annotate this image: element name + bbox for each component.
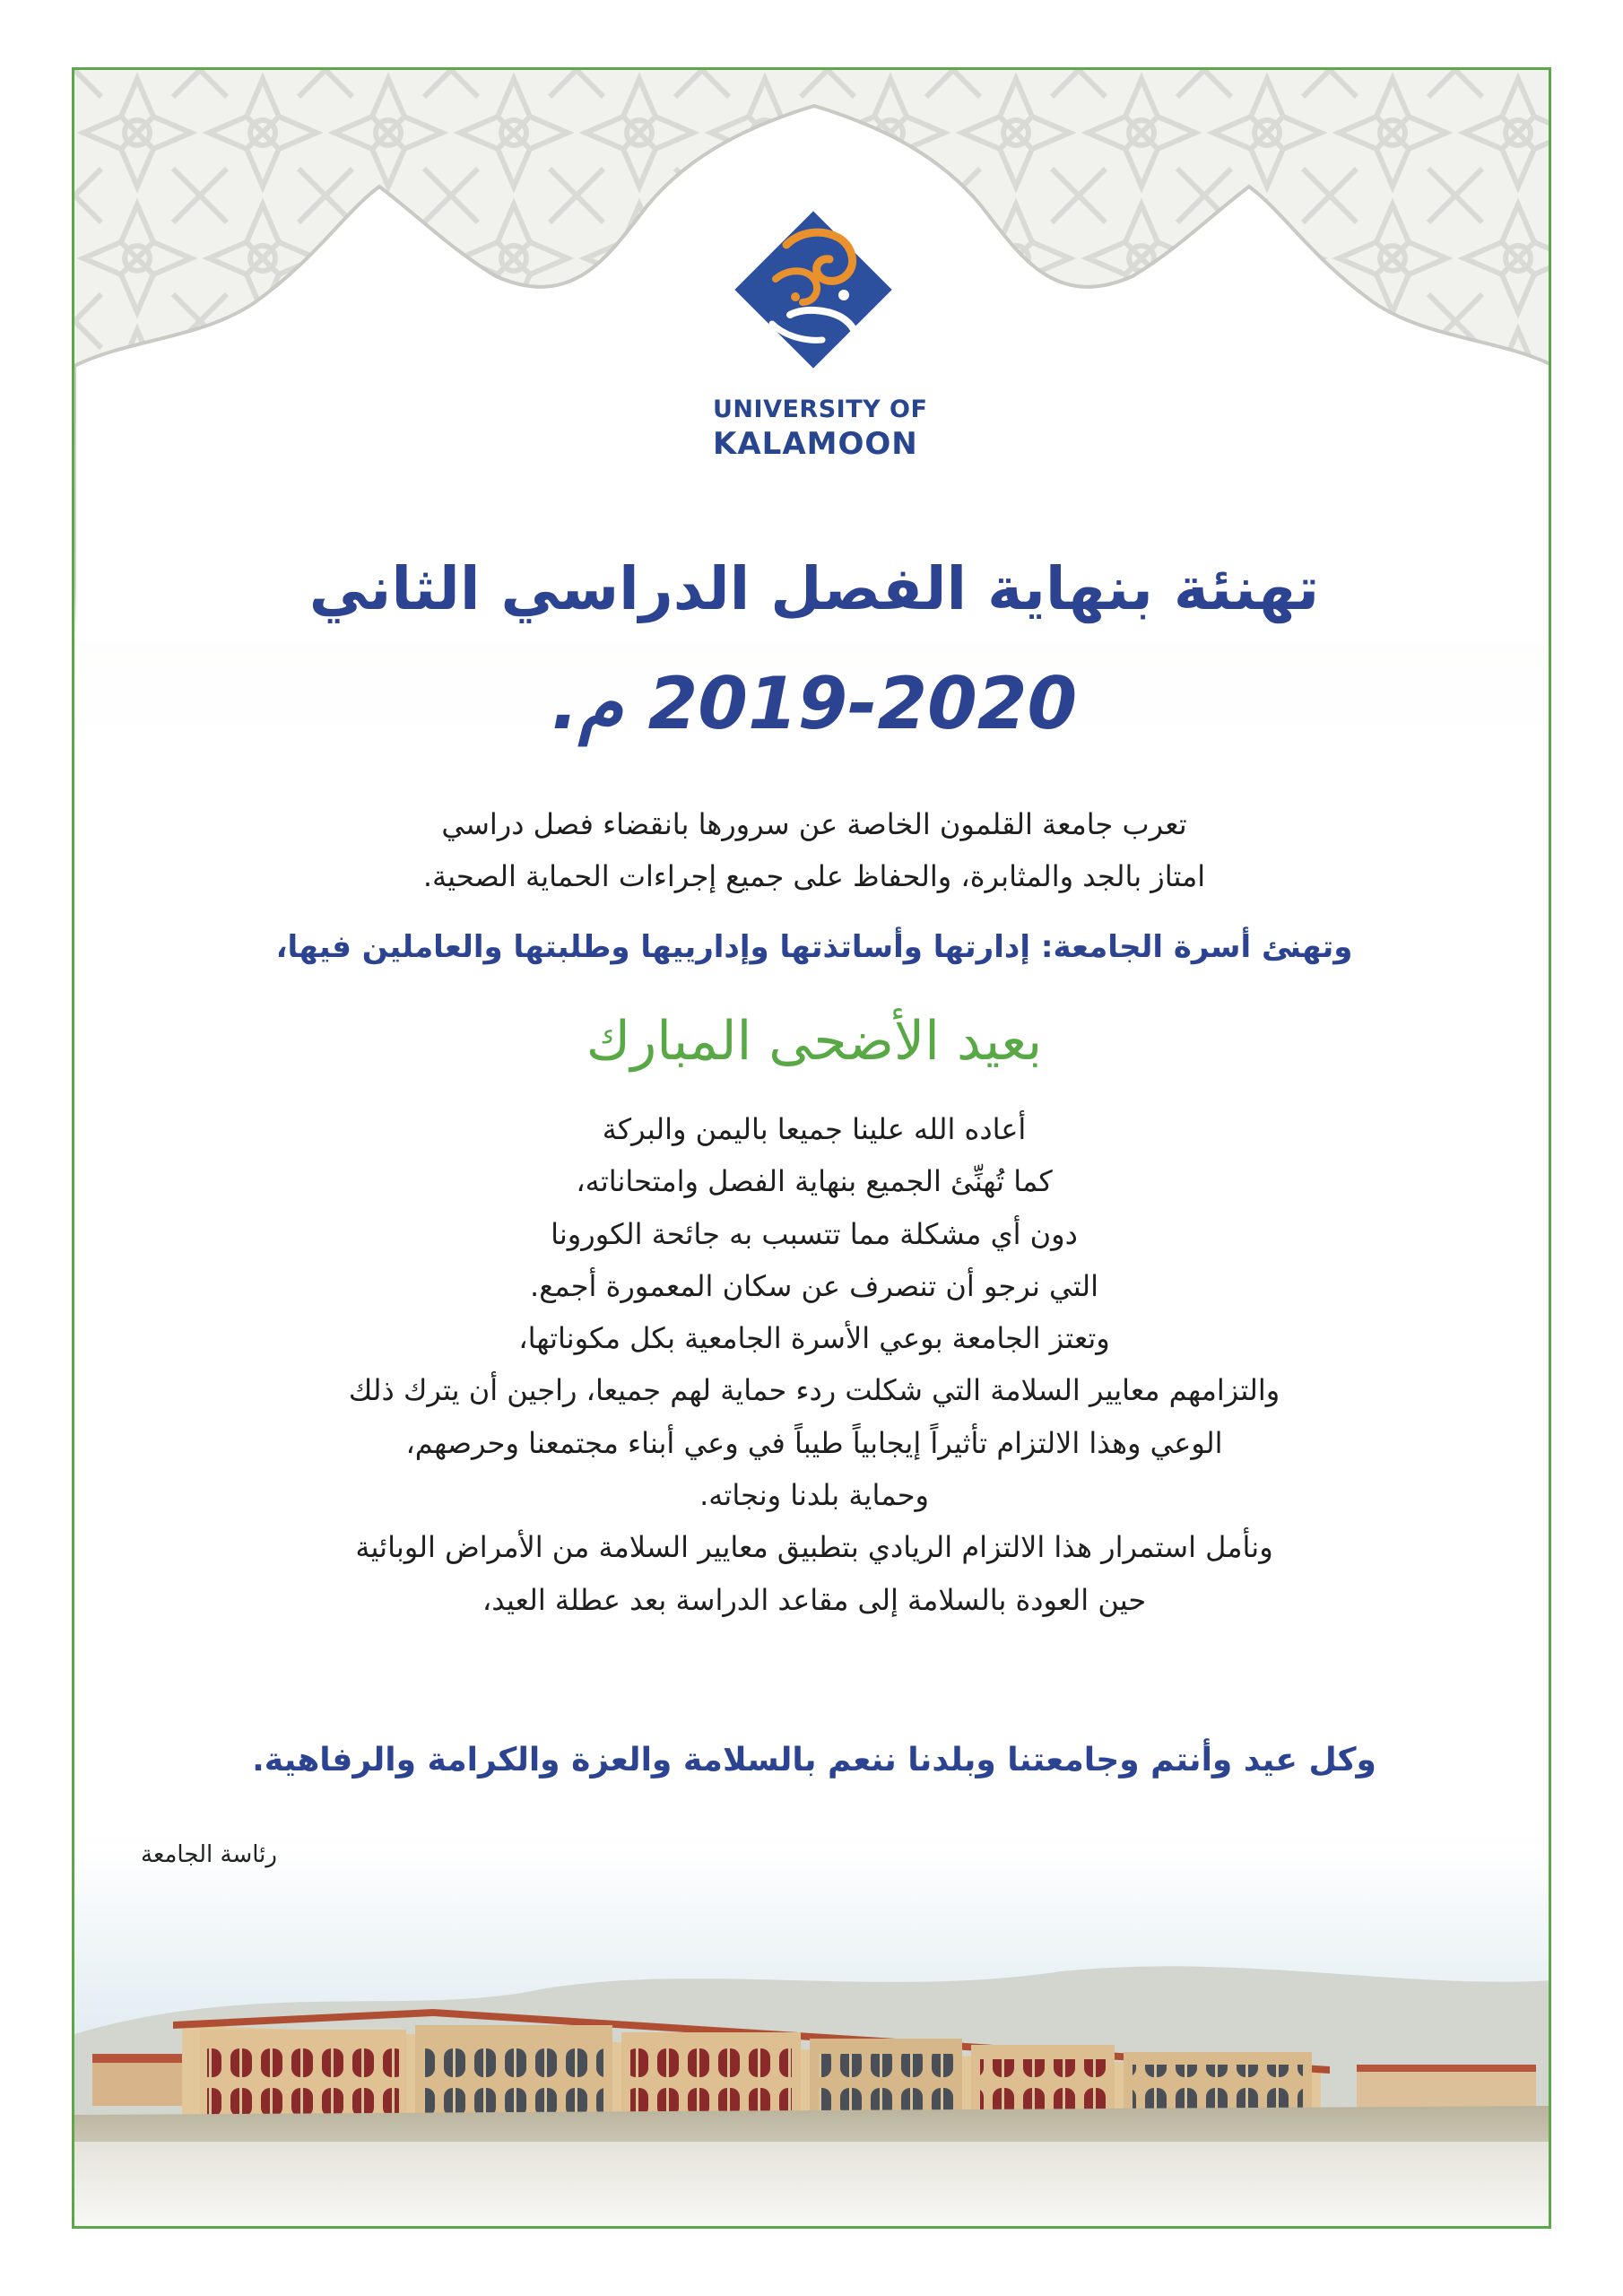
intro-line: تعرب جامعة القلمون الخاصة عن سرورها بانقضاء فصل دراسي [441,807,1187,841]
campus-building-photo [74,1846,1551,2229]
body-line: والتزامهم معايير السلامة التي شكلت ردء حماية لهم جميعا، راجين أن يترك ذلك [348,1373,1280,1408]
body-line: التي نرجو أن تنصرف عن سكان المعمورة أجمع. [530,1268,1098,1303]
logo-kalamoon: KALAMOON [713,426,918,462]
body-line: أعاده الله علينا جميعا باليمن والبركة [602,1112,1027,1146]
green-border-frame [72,67,1551,2229]
logo-emblem [733,209,894,370]
university-logo [713,191,928,514]
body-line: وحماية بلدنا ونجاته. [699,1478,929,1513]
body-line: كما تُهنِّئ الجميع بنهاية الفصل وامتحاناته، [576,1164,1053,1199]
eid-greeting: بعيد الأضحى المبارك [586,1010,1043,1073]
intro-line: امتاز بالجد والمثابرة، والحفاظ على جميع إجراءات الحماية الصحية. [422,859,1206,893]
body-line: ونأمل استمرار هذا الالتزام الريادي بتطبيق معايير السلامة من الأمراض الوبائية [355,1530,1273,1565]
body-line: الوعي وهذا الالتزام تأثيراً إيجابياً طيباً في وعي أبناء مجتمعنا وحرصهم، [405,1425,1223,1460]
calligraphy-icon [733,209,894,370]
intro-paragraph [74,798,1551,902]
body-line: وتعتز الجامعة بوعي الأسرة الجامعية بكل مكوناتها، [518,1321,1110,1356]
academic-year: 2019-2020 م. [551,662,1078,745]
congratulation-line: وتهنئ أسرة الجامعة: إدارتها وأساتذتها وإدارييها وطلبتها والعاملين فيها، [275,929,1353,965]
body-line: دون أي مشكلة مما تتسبب به جائحة الكورونا [551,1216,1078,1251]
body-paragraph [74,1103,1551,1626]
logo-university-of: UNIVERSITY OF [713,396,928,423]
signature-university-presidency: رئاسة الجامعة [141,1841,277,1868]
body-line: حين العودة بالسلامة إلى مقاعد الدراسة بعد عطلة العيد، [482,1582,1147,1617]
page-title: تهنئة بنهاية الفصل الدراسي الثاني [308,554,1320,623]
closing-line: وكل عيد وأنتم وجامعتنا وبلدنا ننعم بالسلامة والعزة والكرامة والرفاهية. [252,1742,1376,1779]
